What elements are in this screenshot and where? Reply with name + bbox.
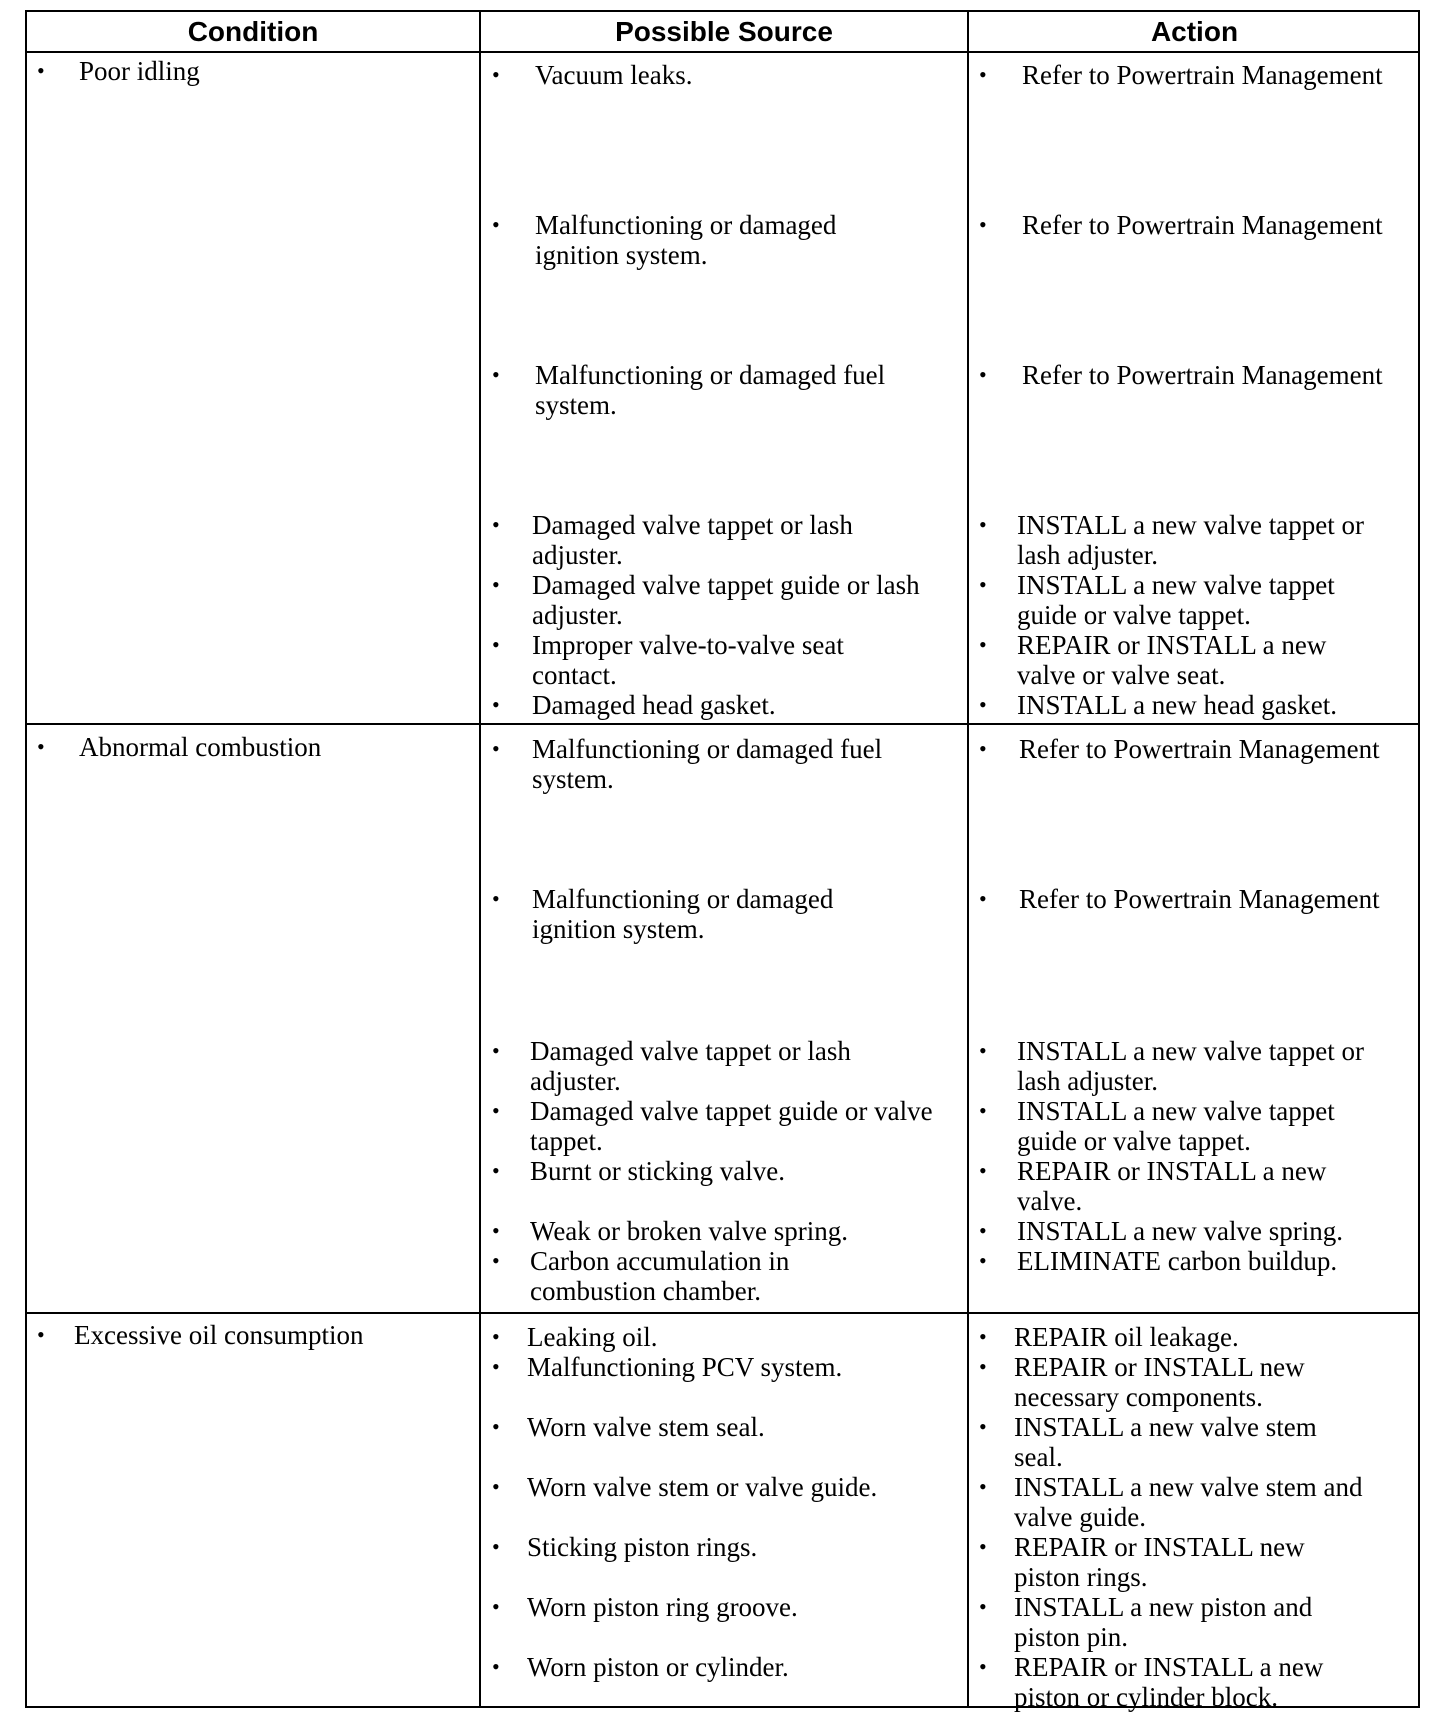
row-divider [27,1312,1418,1314]
source-cell: Malfunctioning or damaged fuel system. [535,360,886,420]
action-cell: INSTALL a new valve tappet guide or valve tappet. [1017,1096,1335,1156]
row-divider [27,723,1418,725]
action-cell: Refer to Powertrain Management [1022,60,1383,90]
condition-cell: Poor idling [79,56,200,86]
source-cell: Damaged valve tappet guide or lash adjuster. [532,570,920,630]
bullet-icon: • [492,632,500,657]
column-divider [967,12,969,1706]
bullet-icon: • [492,1248,500,1273]
bullet-icon: • [979,1038,987,1063]
action-cell: REPAIR oil leakage. [1014,1322,1239,1352]
action-cell: INSTALL a new piston and piston pin. [1014,1592,1313,1652]
action-cell: INSTALL a new valve stem seal. [1014,1412,1317,1472]
bullet-icon: • [979,1414,987,1439]
source-cell: Burnt or sticking valve. [530,1156,785,1186]
bullet-icon: • [492,736,500,761]
source-cell: Damaged valve tappet or lash adjuster. [530,1036,851,1096]
action-cell: Refer to Powertrain Management [1019,734,1380,764]
bullet-icon: • [492,1654,500,1679]
diagnosis-table [25,10,1420,1712]
bullet-icon: • [492,1354,500,1379]
bullet-icon: • [979,1248,987,1273]
bullet-icon: • [979,1594,987,1619]
action-cell: REPAIR or INSTALL a new piston or cylinder block. [1014,1652,1324,1712]
action-cell: INSTALL a new valve tappet or lash adjuster. [1017,1036,1364,1096]
action-cell: Refer to Powertrain Management [1022,360,1383,390]
source-cell: Vacuum leaks. [535,60,693,90]
source-cell: Worn piston or cylinder. [527,1652,789,1682]
action-cell: REPAIR or INSTALL a new valve or valve seat. [1017,630,1327,690]
bullet-icon: • [979,1474,987,1499]
bullet-icon: • [979,692,987,717]
bullet-icon: • [492,362,500,387]
bullet-icon: • [492,1594,500,1619]
source-cell: Damaged valve tappet or lash adjuster. [532,510,853,570]
header-action: Action [1150,16,1239,47]
source-cell: Worn valve stem or valve guide. [527,1472,878,1502]
condition-cell: Abnormal combustion [79,732,322,762]
source-cell: Malfunctioning or damaged fuel system. [532,734,883,794]
bullet-icon: • [492,1534,500,1559]
source-cell: Carbon accumulation in combustion chamber. [530,1246,790,1306]
bullet-icon: • [492,62,500,87]
bullet-icon: • [492,512,500,537]
bullet-icon: • [979,1354,987,1379]
action-cell: REPAIR or INSTALL new necessary components. [1014,1352,1305,1412]
source-cell: Leaking oil. [527,1322,658,1352]
bullet-icon: • [979,212,987,237]
source-cell: Malfunctioning or damaged ignition system. [535,210,837,270]
bullet-icon: • [979,1098,987,1123]
source-cell: Worn piston ring groove. [527,1592,798,1622]
bullet-icon: • [979,362,987,387]
bullet-icon: • [37,1322,45,1347]
bullet-icon: • [37,58,45,83]
bullet-icon: • [492,212,500,237]
bullet-icon: • [492,1158,500,1183]
condition-cell: Excessive oil consumption [74,1320,364,1350]
source-cell: Damaged valve tappet guide or valve tappet. [530,1096,933,1156]
action-cell: INSTALL a new valve stem and valve guide. [1014,1472,1363,1532]
source-cell: Malfunctioning PCV system. [527,1352,843,1382]
bullet-icon: • [492,572,500,597]
action-cell: REPAIR or INSTALL new piston rings. [1014,1532,1305,1592]
source-cell: Damaged head gasket. [532,690,776,720]
source-cell: Weak or broken valve spring. [530,1216,848,1246]
bullet-icon: • [492,1218,500,1243]
bullet-icon: • [37,734,45,759]
column-divider [479,12,481,1706]
bullet-icon: • [492,1414,500,1439]
source-cell: Sticking piston rings. [527,1532,758,1562]
bullet-icon: • [492,886,500,911]
action-cell: ELIMINATE carbon buildup. [1017,1246,1338,1276]
source-cell: Malfunctioning or damaged ignition system. [532,884,834,944]
bullet-icon: • [492,1474,500,1499]
bullet-icon: • [979,1158,987,1183]
bullet-icon: • [979,1654,987,1679]
bullet-icon: • [979,1218,987,1243]
action-cell: Refer to Powertrain Management [1019,884,1380,914]
bullet-icon: • [979,1324,987,1349]
action-cell: INSTALL a new head gasket. [1017,690,1337,720]
bullet-icon: • [492,1038,500,1063]
action-cell: INSTALL a new valve tappet guide or valve tappet. [1017,570,1335,630]
header-condition: Condition [187,16,319,47]
bullet-icon: • [979,1534,987,1559]
action-cell: REPAIR or INSTALL a new valve. [1017,1156,1327,1216]
action-cell: INSTALL a new valve tappet or lash adjuster. [1017,510,1364,570]
bullet-icon: • [979,736,987,761]
bullet-icon: • [492,1098,500,1123]
bullet-icon: • [979,572,987,597]
bullet-icon: • [979,62,987,87]
bullet-icon: • [492,1324,500,1349]
source-cell: Worn valve stem seal. [527,1412,765,1442]
action-cell: INSTALL a new valve spring. [1017,1216,1344,1246]
bullet-icon: • [979,886,987,911]
header-possible-source: Possible Source [615,16,833,47]
bullet-icon: • [492,692,500,717]
bullet-icon: • [979,512,987,537]
bullet-icon: • [979,632,987,657]
source-cell: Improper valve-to-valve seat contact. [532,630,844,690]
action-cell: Refer to Powertrain Management [1022,210,1383,240]
